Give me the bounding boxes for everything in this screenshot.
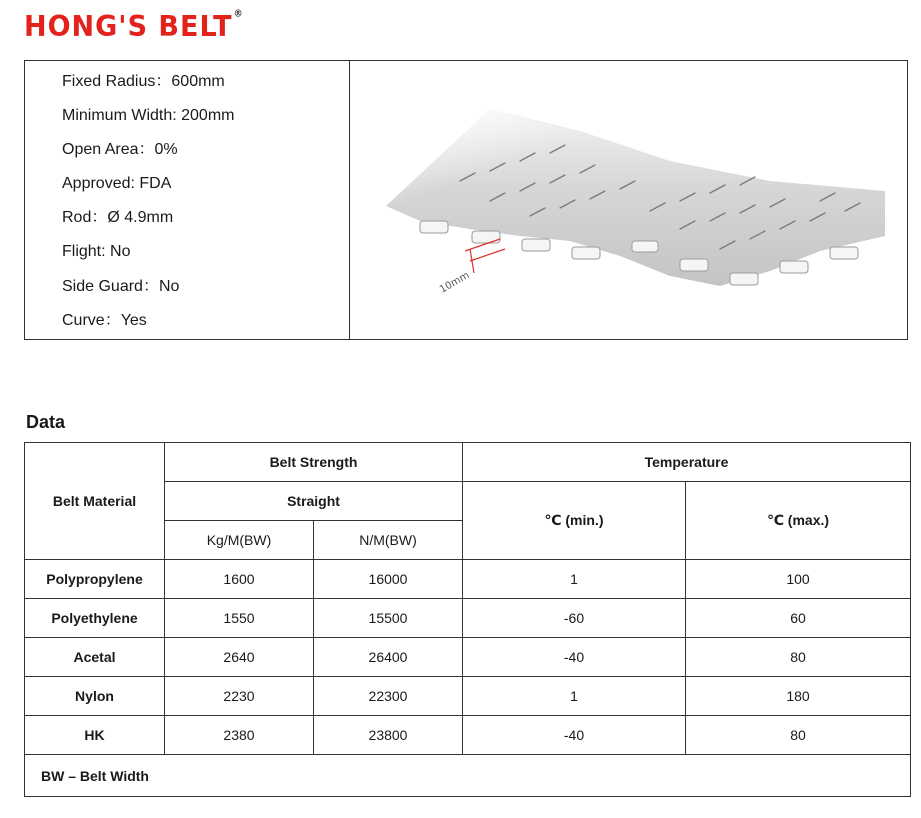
spec-side-guard: Side Guard：No: [62, 277, 180, 295]
table-row: [25, 677, 911, 716]
table-row: [25, 638, 911, 677]
tmax-cell: 180: [686, 677, 911, 716]
spec-value: 200mm: [181, 107, 235, 125]
header-belt-material: Belt Material: [25, 443, 165, 560]
tmin-cell: 1: [463, 677, 686, 716]
n-cell: 22300: [314, 677, 463, 716]
spec-label: Approved: [62, 175, 131, 193]
spec-fixed-radius: Fixed Radius：600mm: [62, 73, 225, 90]
belt-data-table: [24, 442, 911, 797]
spec-label: Open Area: [62, 141, 139, 159]
header-temp-min: ℃ (min.): [463, 482, 686, 560]
tmin-cell: -60: [463, 599, 686, 638]
tmax-cell: 60: [686, 599, 911, 638]
belt-illustration: [350, 61, 907, 339]
data-section-title: Data: [26, 412, 66, 432]
header-belt-strength: Belt Strength: [165, 443, 463, 482]
n-cell: 15500: [314, 599, 463, 638]
spec-flight: Flight: No: [62, 243, 131, 261]
header-straight: Straight: [165, 482, 463, 521]
tmax-cell: 80: [686, 716, 911, 755]
material-cell: HK: [25, 716, 165, 755]
spec-value: FDA: [139, 175, 172, 193]
spec-value: 600mm: [171, 73, 225, 90]
spec-value: Ø 4.9mm: [107, 209, 174, 227]
spec-approved: Approved: FDA: [62, 175, 172, 193]
table-footnote: BW – Belt Width: [25, 755, 911, 797]
dimension-label: 10mm: [438, 269, 472, 296]
tmin-cell: 1: [463, 560, 686, 599]
table-row: [25, 716, 911, 755]
spec-value: Yes: [120, 311, 147, 329]
header-n: N/M(BW): [314, 521, 463, 560]
n-cell: 23800: [314, 716, 463, 755]
spec-rod: Rod：Ø 4.9mm: [62, 209, 174, 227]
header-temp-max: ℃ (max.): [686, 482, 911, 560]
table-row: [25, 599, 911, 638]
spec-value: No: [158, 277, 180, 295]
spec-label: Curve: [62, 311, 105, 329]
material-cell: Acetal: [25, 638, 165, 677]
tmax-cell: 80: [686, 638, 911, 677]
kg-cell: 1600: [165, 560, 314, 599]
header-temperature: Temperature: [463, 443, 911, 482]
brand-logo: [24, 8, 244, 44]
tmin-cell: -40: [463, 716, 686, 755]
spec-label: Flight: [62, 243, 102, 261]
spec-open-area: Open Area：0%: [62, 141, 178, 159]
spec-label: Rod: [62, 209, 92, 227]
kg-cell: 2380: [165, 716, 314, 755]
material-cell: Nylon: [25, 677, 165, 716]
spec-value: 0%: [154, 141, 178, 159]
kg-cell: 2640: [165, 638, 314, 677]
header-kg: Kg/M(BW): [165, 521, 314, 560]
kg-cell: 2230: [165, 677, 314, 716]
n-cell: 26400: [314, 638, 463, 677]
material-cell: Polypropylene: [25, 560, 165, 599]
spec-list: [25, 61, 350, 339]
spec-curve: Curve：Yes: [62, 311, 147, 329]
registered-mark: ®: [233, 8, 244, 20]
spec-minimum-width: Minimum Width: 200mm: [62, 107, 235, 125]
material-cell: Polyethylene: [25, 599, 165, 638]
spec-label: Fixed Radius: [62, 73, 156, 90]
spec-label: Minimum Width: [62, 107, 173, 125]
spec-value: No: [110, 243, 131, 261]
tmin-cell: -40: [463, 638, 686, 677]
table-row: [25, 560, 911, 599]
kg-cell: 1550: [165, 599, 314, 638]
n-cell: 16000: [314, 560, 463, 599]
spec-box: [24, 60, 908, 340]
logo-text: HONG'S BELT: [24, 11, 233, 44]
spec-label: Side Guard: [62, 277, 143, 295]
belt-image: [350, 61, 907, 339]
tmax-cell: 100: [686, 560, 911, 599]
